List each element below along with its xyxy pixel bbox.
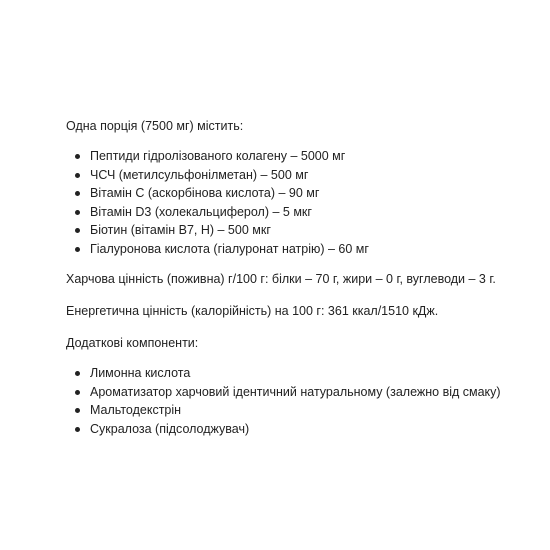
bullet-icon	[75, 371, 80, 376]
list-item	[66, 166, 536, 185]
component-text: Сукралоза (підсолоджувач)	[90, 421, 250, 436]
ingredient-text: Вітамін D3 (холекальциферол) – 5 мкг	[90, 204, 312, 219]
bullet-icon	[75, 191, 80, 196]
product-composition	[66, 117, 536, 438]
list-item	[66, 364, 536, 383]
ingredient-text: Біотин (вітамін B7, H) – 500 мкг	[90, 223, 271, 237]
bullet-icon	[75, 173, 80, 178]
serving-intro: Одна порція (7500 мг) містить:	[66, 119, 244, 133]
ingredient-text: Пептиди гідролізованого колагену – 5000 мг	[90, 149, 346, 163]
bullet-icon	[75, 210, 80, 215]
list-item	[66, 184, 536, 203]
list-item	[66, 383, 536, 402]
list-item	[66, 203, 536, 222]
energy-value: Енергетична цінність (калорійність) на 100 г: 361 ккал/1510 кДж.	[66, 304, 439, 318]
bullet-icon	[75, 154, 80, 159]
ingredient-text: Вітамін С (аскорбінова кислота) – 90 мг	[90, 186, 320, 200]
component-text: Лимонна кислота	[90, 366, 191, 380]
extra-components-title: Додаткові компоненти:	[66, 336, 199, 350]
nutrition-value: Харчова цінність (поживна) г/100 г: білки – 70 г, жири – 0 г, вуглеводи – 3 г.	[66, 272, 496, 286]
list-item	[66, 221, 536, 240]
ingredient-text: ЧСЧ (метилсульфонілметан) – 500 мг	[90, 167, 309, 182]
list-item	[66, 147, 536, 166]
ingredient-text: Гіалуронова кислота (гіалуронат натрію) – 60 мг	[90, 241, 369, 256]
extra-components-list	[66, 364, 536, 438]
list-item	[66, 401, 536, 420]
bullet-icon	[75, 427, 80, 432]
bullet-icon	[75, 247, 80, 252]
component-text: Ароматизатор харчовий ідентичний натуральному (залежно від смаку)	[90, 384, 501, 399]
bullet-icon	[75, 408, 80, 413]
component-text: Мальтодекстрін	[90, 403, 182, 417]
list-item	[66, 420, 536, 439]
bullet-icon	[75, 228, 80, 233]
ingredients-list	[66, 147, 536, 258]
list-item	[66, 240, 536, 259]
bullet-icon	[75, 390, 80, 395]
